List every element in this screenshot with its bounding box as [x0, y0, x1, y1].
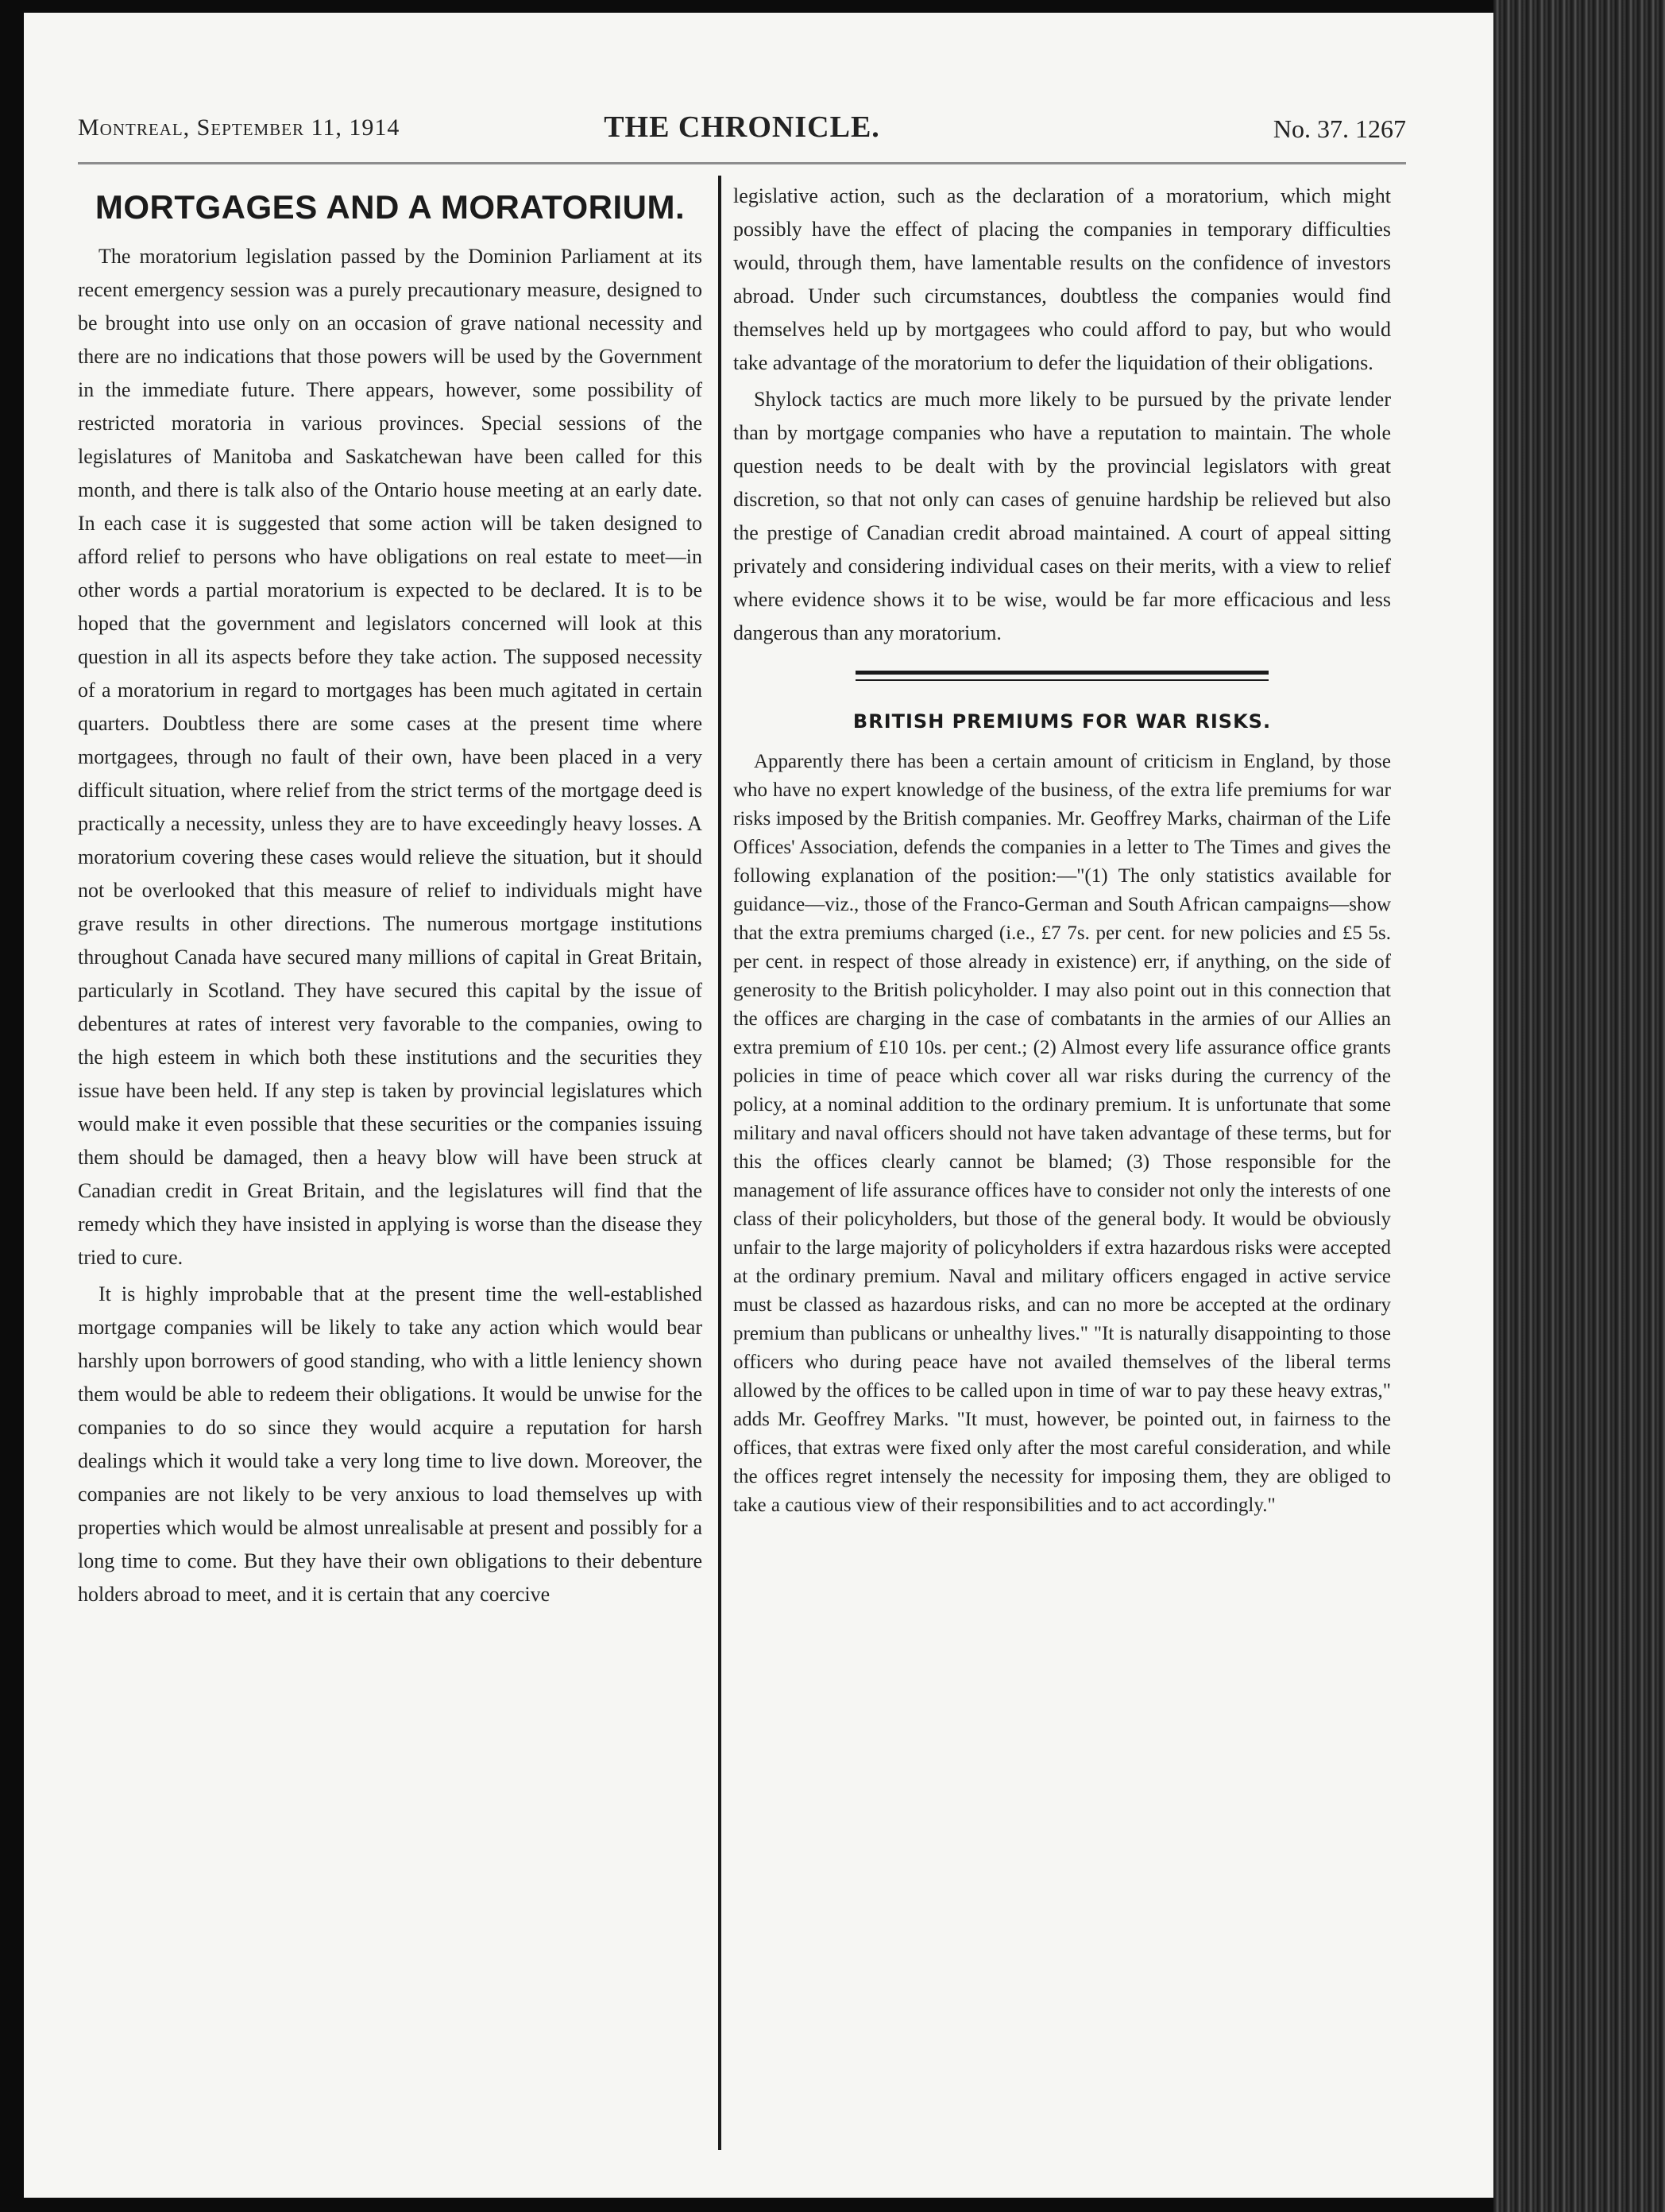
dateline: Montreal, September 11, 1914: [78, 114, 400, 141]
issue-and-page-number: No. 37. 1267: [1273, 114, 1406, 143]
right-column: [733, 180, 1391, 1523]
article-paragraph: Shylock tactics are much more likely to be pursued by the private lender than by mortgage companies who have a reputation to maintain. The whole question needs to be dealt with by the provincial legislators with great discretion, so that not only can cases of genuine hardship be relieved but also the prestige of Canadian credit abroad maintained. A court of appeal sitting privately and considering individual cases on their merits, with a view to relief where evidence shows it to be wise, would be far more efficacious and less dangerous than any moratorium.: [733, 388, 1391, 644]
newspaper-page: [24, 13, 1500, 2198]
publication-title: THE CHRONICLE.: [604, 110, 880, 144]
article-paragraph: The moratorium legislation passed by the Dominion Parliament at its recent emergency session was a purely precautionary measure, designed to be brought into use only on an occasion of grave national necessity and there are no indications that those powers will be used by the Government in the immediate future. There appears, however, some possibility of restricted moratoria in various provinces. Special sessions of the legislatures of Manitoba and Saskatchewan have been called for this month, and there is talk also of the Ontario house meeting at an early date. In each case it is suggested that some action will be taken designed to afford relief to persons who have obligations on real estate to meet—in other words a partial moratorium is expected to be declared. It is to be hoped that the government and legislators concerned will look at this question in all its aspects before they take action. The supposed necessity of a moratorium in regard to mortgages has been much agitated in certain quarters. Doubtless there are some cases at the present time where mortgagees, through no fault of their own, have been placed in a very difficult situation, where relief from the strict terms of the mortgage deed is practically a necessity, unless they are to have exceedingly heavy losses. A moratorium covering these cases would relieve the situation, but it should not be overlooked that this measure of relief to individuals might have grave results in other directions. The numerous mortgage institutions throughout Canada have secured many millions of capital in Great Britain, particularly in Scotland. They have secured this capital by the issue of debentures at rates of interest very favorable to the companies, owing to the high esteem in which both these institutions and the securities they issue have been held. If any step is taken by provincial legislatures which would make it even possible that these securities or the companies issuing them should be damaged, then a heavy blow will have been struck at Canadian credit in Great Britain, and the legislatures will find that the remedy which they have insisted in applying is worse than the disease they tried to cure.: [78, 245, 702, 1269]
left-column: [78, 180, 702, 1615]
column-divider: [718, 176, 721, 2150]
article-title-mortgages: MORTGAGES AND A MORATORIUM.: [95, 188, 686, 226]
article-title-war-risks: BRITISH PREMIUMS FOR WAR RISKS.: [852, 710, 1272, 733]
header-rule: [78, 162, 1406, 164]
book-page-edges: [1493, 0, 1665, 2212]
article-paragraph: Apparently there has been a certain amount of criticism in England, by those who have no expert knowledge of the business, of the extra life premiums for war risks imposed by the British companies. Mr. Geoffrey Marks, chairman of the Life Offices' Association, defends the companies in a letter to The Times and gives the following explanation of the position:—"(1) The only statistics available for guidance—viz., those of the Franco-German and South African campaigns—show that the extra premiums charged (i.e., £7 7s. per cent. for new policies and £5 5s. per cent. in respect of those already in existence) err, if anything, on the side of generosity to the British policyholder. I may also point out in this connection that the offices are charging in the case of combatants in the armies of our Allies an extra premium of £10 10s. per cent.; (2) Almost every life assurance office grants policies in time of peace which cover all war risks during the currency of the policy, at a nominal addition to the ordinary premium. It is unfortunate that some military and naval officers should not have taken advantage of these terms, but for this the offices clearly cannot be blamed; (3) Those responsible for the management of life assurance offices have to consider not only the interests of one class of their policyholders, but those of the general body. It would be obviously unfair to the large majority of policyholders if extra hazardous risks were accepted at the ordinary premium. Naval and military officers engaged in active service must be classed as hazardous risks, and can no more be accepted at the ordinary premium than publicans or unhealthy lives." "It is naturally disappointing to those officers who during peace have not availed themselves of the liberal terms allowed by the offices to be called upon in time of war to pay these heavy extras," adds Mr. Geoffrey Marks. "It must, however, be pointed out, in fairness to the offices, that extras were fixed only after the most careful consideration, and while the offices regret intensely the necessity for imposing them, they are obliged to take a cautious view of their responsibilities and to act accordingly.": [733, 751, 1391, 1516]
article-paragraph-continued: legislative action, such as the declaration of a moratorium, which might possibly have the effect of placing the companies in temporary difficulties would, through them, have lamentable results on the confidence of investors abroad. Under such circumstances, doubtless the companies would find themselves held up by mortgagees who could afford to pay, but who would take advantage of the moratorium to defer the liquidation of their obligations.: [733, 184, 1391, 374]
section-separator-rule: [856, 671, 1269, 681]
article-paragraph: It is highly improbable that at the present time the well-established mortgage companies will be likely to take any action which would bear harshly upon borrowers of good standing, who with a little leniency shown them would be able to redeem their obligations. It would be unwise for the companies to do so since they would acquire a reputation for harsh dealings which it would take a very long time to live down. Moreover, the companies are not likely to be very anxious to load themselves up with properties which would be almost unrealisable at present and possibly for a long time to come. But they have their own obligations to their debenture holders abroad to meet, and it is certain that any coercive: [78, 1282, 702, 1606]
running-head: [78, 106, 1406, 154]
